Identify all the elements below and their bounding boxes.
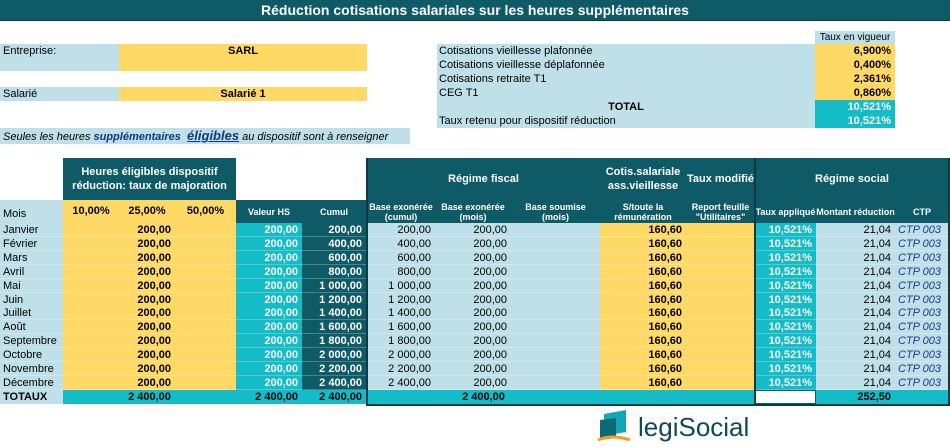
- cell-maj10[interactable]: [63, 279, 119, 293]
- note-part-3: éligibles: [187, 128, 240, 143]
- cell-valeur-hs: 200,00: [236, 293, 302, 307]
- cell-maj10[interactable]: [63, 320, 119, 334]
- cell-base-soumise: [511, 320, 600, 334]
- cell-montant-reduction: 21,04: [816, 279, 895, 293]
- cell-maj10[interactable]: [63, 223, 119, 237]
- header-taux-applique: Taux appliqué: [755, 200, 816, 223]
- cell-taux-modifie[interactable]: [686, 223, 754, 237]
- cell-taux-applique: 10,521%: [756, 237, 816, 251]
- cell-taux-modifie[interactable]: [686, 251, 754, 265]
- cell-maj50[interactable]: [175, 265, 236, 279]
- cell-cumul: 600,00: [302, 251, 366, 265]
- rate-value[interactable]: 0,400%: [815, 58, 895, 72]
- cell-maj50[interactable]: [175, 334, 236, 348]
- cell-montant-reduction: 21,04: [816, 348, 895, 362]
- cell-mois: Mars: [0, 251, 63, 265]
- header-regime-social: Régime social: [755, 158, 949, 200]
- cell-mois: Mai: [0, 279, 63, 293]
- rate-value[interactable]: 2,361%: [815, 72, 895, 86]
- cell-base-exo-mois: 200,00: [435, 237, 511, 251]
- rate-label: CEG T1: [437, 86, 815, 100]
- cell-maj50[interactable]: [175, 306, 236, 320]
- cell-mois: Décembre: [0, 376, 63, 390]
- cell-maj25[interactable]: 200,00: [119, 265, 175, 279]
- cell-taux-applique: 10,521%: [756, 293, 816, 307]
- header-maj10: 10,00%: [63, 200, 119, 223]
- cell-maj10[interactable]: [63, 265, 119, 279]
- cell-maj50[interactable]: [175, 279, 236, 293]
- cell-cotis: 160,60: [600, 320, 686, 334]
- cell-maj50[interactable]: [175, 348, 236, 362]
- cell-base-soumise: [511, 265, 600, 279]
- cell-taux-applique: 10,521%: [756, 306, 816, 320]
- cell-maj10[interactable]: [63, 251, 119, 265]
- cell-cotis: 160,60: [600, 265, 686, 279]
- header-cumul: Cumul: [302, 200, 366, 223]
- cell-base-soumise: [511, 362, 600, 376]
- totaux-taux-empty: [755, 390, 816, 404]
- cell-cotis: 160,60: [600, 237, 686, 251]
- cell-maj50[interactable]: [175, 362, 236, 376]
- header-montant-reduction: Montant réduction: [816, 200, 895, 223]
- header-report: Report feuille "Utilitaires": [686, 200, 755, 223]
- header-regime-fiscal: Régime fiscal: [367, 158, 600, 200]
- cell-maj25[interactable]: 200,00: [119, 334, 175, 348]
- cell-maj10[interactable]: [63, 237, 119, 251]
- cell-cumul: 400,00: [302, 237, 366, 251]
- cell-ctp: CTP 003: [895, 293, 948, 307]
- cell-valeur-hs: 200,00: [236, 223, 302, 237]
- logo-text: legiSocial: [638, 412, 750, 442]
- cell-maj50[interactable]: [175, 376, 236, 390]
- note-part-2: supplémentaires: [93, 131, 181, 143]
- legisocial-logo: [596, 410, 776, 444]
- note-part-4: au dispositif sont à renseigner: [239, 131, 389, 143]
- cell-mois: Août: [0, 320, 63, 334]
- cell-cotis: 160,60: [600, 251, 686, 265]
- cell-mois: Juin: [0, 293, 63, 307]
- note-text: [0, 128, 410, 144]
- cell-taux-modifie[interactable]: [686, 320, 754, 334]
- cell-maj25[interactable]: 200,00: [119, 237, 175, 251]
- cell-taux-applique: 10,521%: [756, 376, 816, 390]
- cell-base-exo-mois: 200,00: [435, 306, 511, 320]
- legisocial-logo-icon: [596, 410, 636, 444]
- cell-cumul: 2 200,00: [302, 362, 366, 376]
- cell-maj10[interactable]: [63, 334, 119, 348]
- cell-ctp: CTP 003: [895, 306, 948, 320]
- border-fiscal-left: [366, 158, 368, 406]
- cell-maj25[interactable]: 200,00: [119, 348, 175, 362]
- cell-mois: Novembre: [0, 362, 63, 376]
- salarie-input[interactable]: Salarié 1: [119, 87, 367, 101]
- cell-base-soumise: [511, 293, 600, 307]
- header-valeur-hs: Valeur HS: [236, 200, 302, 223]
- cell-taux-applique: 10,521%: [756, 223, 816, 237]
- header-mois: Mois: [0, 200, 63, 223]
- rates-header: Taux en vigueur: [815, 31, 895, 44]
- cell-maj10[interactable]: [63, 362, 119, 376]
- rates-retenu-label: Taux retenu pour dispositif réduction: [437, 114, 815, 128]
- cell-maj50[interactable]: [175, 223, 236, 237]
- cell-base-soumise: [511, 251, 600, 265]
- cell-taux-modifie[interactable]: [686, 376, 754, 390]
- rate-label: Cotisations vieillesse déplafonnée: [437, 58, 815, 72]
- rates-total-value: 10,521%: [815, 100, 895, 114]
- cell-base-soumise: [511, 223, 600, 237]
- cell-base-soumise: [511, 348, 600, 362]
- cell-valeur-hs: 200,00: [236, 279, 302, 293]
- cell-ctp: CTP 003: [895, 279, 948, 293]
- cell-cumul: 1 000,00: [302, 279, 366, 293]
- cell-ctp: CTP 003: [895, 237, 948, 251]
- cell-maj25[interactable]: 200,00: [119, 362, 175, 376]
- cell-cumul: 800,00: [302, 265, 366, 279]
- cell-cotis: 160,60: [600, 376, 686, 390]
- cell-base-exo-cumul: 600,00: [368, 251, 435, 265]
- header-ctp: CTP: [895, 200, 949, 223]
- cell-ctp: CTP 003: [895, 265, 948, 279]
- cell-cotis: 160,60: [600, 362, 686, 376]
- cell-montant-reduction: 21,04: [816, 223, 895, 237]
- cell-maj25[interactable]: 200,00: [119, 279, 175, 293]
- cell-taux-applique: 10,521%: [756, 265, 816, 279]
- cell-taux-applique: 10,521%: [756, 320, 816, 334]
- cell-maj50[interactable]: [175, 320, 236, 334]
- cell-base-exo-cumul: 1 200,00: [368, 293, 435, 307]
- totaux-fiscal: 2 400,00: [367, 390, 600, 404]
- cell-taux-modifie[interactable]: [686, 279, 754, 293]
- cell-valeur-hs: 200,00: [236, 362, 302, 376]
- border-bottom: [366, 404, 950, 406]
- totaux-vhs: 2 400,00: [236, 390, 302, 404]
- header-maj50: 50,00%: [175, 200, 236, 223]
- cell-base-exo-cumul: 2 000,00: [368, 348, 435, 362]
- cell-cotis: 160,60: [600, 293, 686, 307]
- cell-base-exo-cumul: 1 000,00: [368, 279, 435, 293]
- cell-base-soumise: [511, 334, 600, 348]
- cell-base-exo-cumul: 1 400,00: [368, 306, 435, 320]
- cell-base-soumise: [511, 237, 600, 251]
- cell-mois: Janvier: [0, 223, 63, 237]
- rate-label: Cotisations vieillesse plafonnée: [437, 44, 815, 58]
- cell-maj25[interactable]: 200,00: [119, 293, 175, 307]
- header-base-exo-mois: Base exonérée (mois): [435, 200, 511, 223]
- cell-base-exo-mois: 200,00: [435, 376, 511, 390]
- rate-value[interactable]: 6,900%: [815, 44, 895, 58]
- cell-cumul: 1 600,00: [302, 320, 366, 334]
- cell-ctp: CTP 003: [895, 362, 948, 376]
- header-taux-modifie: Taux modifié: [686, 158, 755, 200]
- cell-base-exo-cumul: 200,00: [368, 223, 435, 237]
- cell-cotis: 160,60: [600, 334, 686, 348]
- cell-maj50[interactable]: [175, 293, 236, 307]
- cell-base-exo-mois: 200,00: [435, 293, 511, 307]
- cell-taux-modifie[interactable]: [686, 362, 754, 376]
- cell-base-exo-cumul: 1 600,00: [368, 320, 435, 334]
- cell-valeur-hs: 200,00: [236, 265, 302, 279]
- header-cotis-sub: S/toute la rémunération: [600, 200, 686, 223]
- header-base-exo-cumul: Base exonérée (cumul): [367, 200, 435, 223]
- cell-valeur-hs: 200,00: [236, 320, 302, 334]
- entreprise-label: Entreprise:: [0, 44, 119, 71]
- cell-taux-applique: 10,521%: [756, 251, 816, 265]
- cell-maj25[interactable]: 200,00: [119, 376, 175, 390]
- cell-ctp: CTP 003: [895, 223, 948, 237]
- header-base-soumise: Base soumise (mois): [511, 200, 600, 223]
- cell-taux-modifie[interactable]: [686, 237, 754, 251]
- cell-cotis: 160,60: [600, 223, 686, 237]
- rates-total-label: TOTAL: [437, 100, 815, 114]
- rate-label: Cotisations retraite T1: [437, 72, 815, 86]
- totaux-label: TOTAUX: [0, 390, 63, 404]
- cell-cotis: 160,60: [600, 279, 686, 293]
- cell-valeur-hs: 200,00: [236, 251, 302, 265]
- cell-cumul: 2 400,00: [302, 376, 366, 390]
- cell-cumul: 1 800,00: [302, 334, 366, 348]
- cell-ctp: CTP 003: [895, 251, 948, 265]
- totaux-empty: [600, 390, 755, 404]
- totaux-montant: 252,50: [816, 390, 895, 404]
- cell-valeur-hs: 200,00: [236, 306, 302, 320]
- cell-mois: Septembre: [0, 334, 63, 348]
- header-cotis: Cotis.salariale ass.vieillesse: [600, 158, 686, 200]
- cell-taux-applique: 10,521%: [756, 362, 816, 376]
- cell-base-soumise: [511, 306, 600, 320]
- note-part-1: Seules les heures: [3, 131, 94, 143]
- header-maj25: 25,00%: [119, 200, 175, 223]
- cell-montant-reduction: 21,04: [816, 362, 895, 376]
- cell-taux-applique: 10,521%: [756, 334, 816, 348]
- cell-maj10[interactable]: [63, 376, 119, 390]
- cell-montant-reduction: 21,04: [816, 306, 895, 320]
- cell-maj25[interactable]: 200,00: [119, 251, 175, 265]
- cell-montant-reduction: 21,04: [816, 265, 895, 279]
- cell-base-exo-cumul: 400,00: [368, 237, 435, 251]
- cell-cumul: 200,00: [302, 223, 366, 237]
- rate-value[interactable]: 0,860%: [815, 86, 895, 100]
- cell-maj10[interactable]: [63, 306, 119, 320]
- cell-ctp: CTP 003: [895, 376, 948, 390]
- cell-base-exo-mois: 200,00: [435, 251, 511, 265]
- cell-mois: Avril: [0, 265, 63, 279]
- cell-taux-modifie[interactable]: [686, 334, 754, 348]
- cell-maj50[interactable]: [175, 251, 236, 265]
- cell-maj25[interactable]: 200,00: [119, 223, 175, 237]
- cell-montant-reduction: 21,04: [816, 237, 895, 251]
- cell-taux-applique: 10,521%: [756, 348, 816, 362]
- cell-base-exo-mois: 200,00: [435, 279, 511, 293]
- cell-base-exo-cumul: 2 200,00: [368, 362, 435, 376]
- cell-base-exo-mois: 200,00: [435, 348, 511, 362]
- cell-taux-modifie[interactable]: [686, 265, 754, 279]
- border-social-left: [754, 158, 756, 406]
- cell-mois: Juillet: [0, 306, 63, 320]
- cell-taux-modifie[interactable]: [686, 306, 754, 320]
- cell-base-exo-cumul: 2 400,00: [368, 376, 435, 390]
- cell-mois: Octobre: [0, 348, 63, 362]
- cell-montant-reduction: 21,04: [816, 376, 895, 390]
- cell-montant-reduction: 21,04: [816, 251, 895, 265]
- cell-cumul: 1 400,00: [302, 306, 366, 320]
- header-heures: Heures éligibles dispositif réduction: taux de majoration: [63, 158, 236, 200]
- totaux-heures: 2 400,00: [63, 390, 236, 404]
- cell-base-exo-mois: 200,00: [435, 223, 511, 237]
- cell-ctp: CTP 003: [895, 320, 948, 334]
- cell-valeur-hs: 200,00: [236, 237, 302, 251]
- cell-valeur-hs: 200,00: [236, 376, 302, 390]
- cell-base-exo-cumul: 1 800,00: [368, 334, 435, 348]
- cell-base-exo-mois: 200,00: [435, 362, 511, 376]
- cell-maj50[interactable]: [175, 237, 236, 251]
- cell-base-exo-mois: 200,00: [435, 265, 511, 279]
- cell-cumul: 2 000,00: [302, 348, 366, 362]
- cell-mois: Février: [0, 237, 63, 251]
- cell-valeur-hs: 200,00: [236, 348, 302, 362]
- cell-base-exo-cumul: 800,00: [368, 265, 435, 279]
- cell-cumul: 1 200,00: [302, 293, 366, 307]
- cell-montant-reduction: 21,04: [816, 293, 895, 307]
- cell-montant-reduction: 21,04: [816, 334, 895, 348]
- salarie-label: Salarié: [0, 87, 119, 101]
- cell-maj25[interactable]: 200,00: [119, 306, 175, 320]
- cell-base-exo-mois: 200,00: [435, 334, 511, 348]
- cell-taux-modifie[interactable]: [686, 293, 754, 307]
- rates-retenu-value: 10,521%: [815, 114, 895, 128]
- cell-valeur-hs: 200,00: [236, 334, 302, 348]
- cell-maj25[interactable]: 200,00: [119, 320, 175, 334]
- cell-base-exo-mois: 200,00: [435, 320, 511, 334]
- cell-cotis: 160,60: [600, 348, 686, 362]
- totaux-cumul: 2 400,00: [302, 390, 366, 404]
- entreprise-input[interactable]: SARL: [119, 44, 367, 71]
- cell-montant-reduction: 21,04: [816, 320, 895, 334]
- cell-maj10[interactable]: [63, 348, 119, 362]
- totaux-ctp-empty: [895, 390, 949, 404]
- cell-taux-modifie[interactable]: [686, 348, 754, 362]
- cell-taux-applique: 10,521%: [756, 279, 816, 293]
- cell-base-soumise: [511, 376, 600, 390]
- page-title: Réduction cotisations salariales sur les heures supplémentaires: [0, 0, 950, 21]
- cell-cotis: 160,60: [600, 306, 686, 320]
- cell-maj10[interactable]: [63, 293, 119, 307]
- cell-ctp: CTP 003: [895, 334, 948, 348]
- cell-ctp: CTP 003: [895, 348, 948, 362]
- cell-base-soumise: [511, 279, 600, 293]
